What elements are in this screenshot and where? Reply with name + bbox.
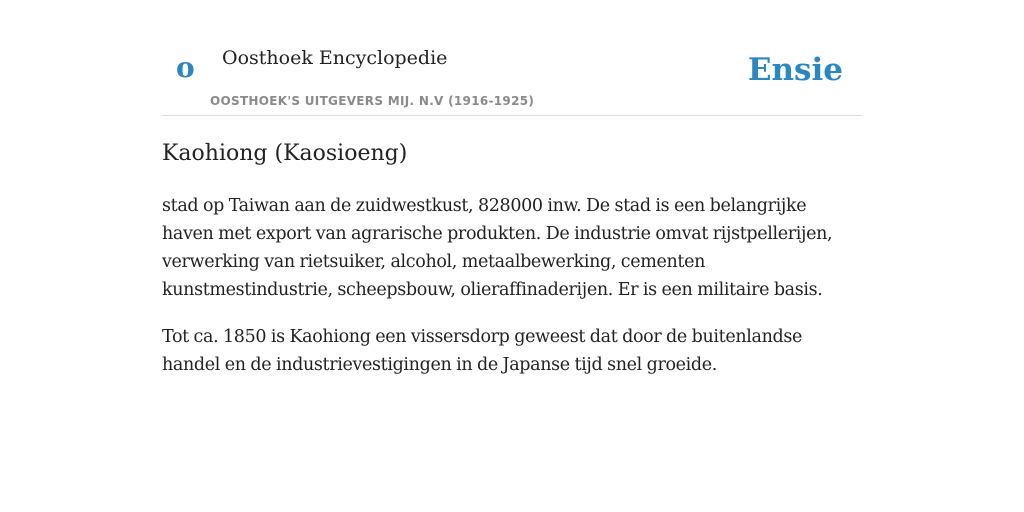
article-paragraph: stad op Taiwan aan de zuidwestkust, 828000 inw. De stad is een belangrijke haven met export van agrarische produkten. De industrie omvat rijstpellerijen, verwerking van rietsuiker, alcohol, metaalbewerking, cementen kunstmestindustrie, scheepsbouw, olieraffinaderijen. Er is een militaire basis. (162, 196, 833, 300)
page-container (162, 0, 862, 375)
encyclopedia-logo[interactable]: o (176, 51, 195, 84)
site-subtitle: OOSTHOEK'S UITGEVERS MIJ. N.V (1916-1925) (210, 94, 535, 108)
site-title-link[interactable]: Oosthoek Encyclopedie (222, 47, 448, 69)
site-header (162, 0, 862, 116)
article-paragraph: Tot ca. 1850 is Kaohiong een vissersdorp geweest dat door de buitenlandse handel en de industrievestigingen in de Japanse tijd snel groeide. (162, 327, 802, 375)
article-body (162, 192, 862, 398)
article-title: Kaohiong (Kaosioeng) (162, 141, 408, 166)
ensie-brand-link[interactable]: Ensie (747, 52, 843, 88)
